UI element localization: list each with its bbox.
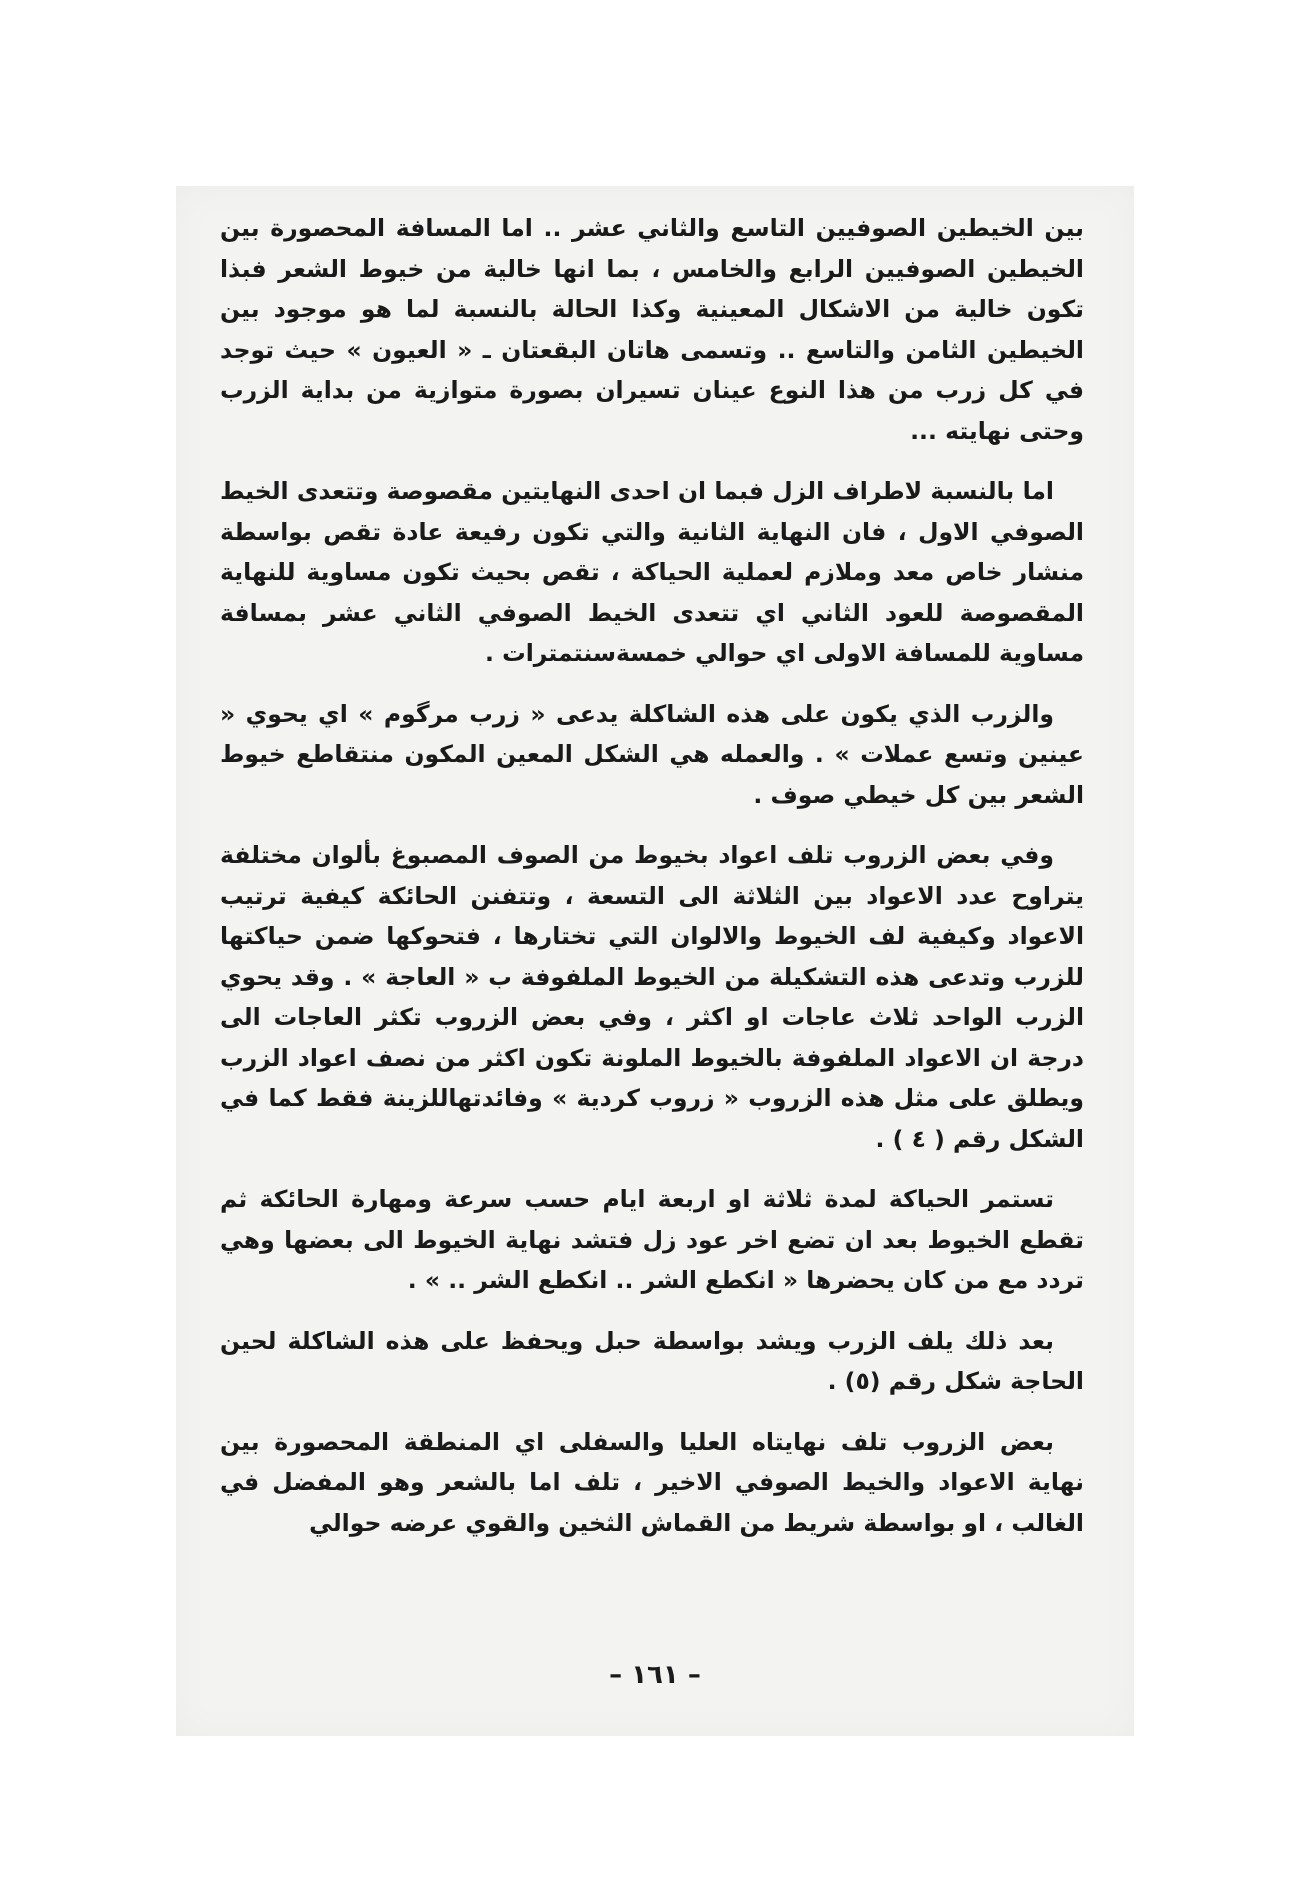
paragraph-6: بعد ذلك يلف الزرب ويشد بواسطة حبل ويحفظ على هذه الشاكلة لحين الحاجة شكل رقم (٥) . <box>220 1326 1084 1395</box>
page-number: – ١٦١ – <box>609 1660 701 1690</box>
paragraph-5: تستمر الحياكة لمدة ثلاثة او اربعة ايام حسب سرعة ومهارة الحائكة ثم تقطع الخيوط بعد ان تضع اخر عود زل فتشد نهاية الخيوط الى بعضها وهي تردد مع من كان يحضرها « انكطع الشر .. انكطع الشر .. » . <box>220 1185 1084 1294</box>
paragraph-3: والزرب الذي يكون على هذه الشاكلة يدعى « زرب مرگوم » اي يحوي « عينين وتسع عملات » . والعمله هي الشكل المعين المكون منتقاطع خيوط الشعر بين كل خيطي صوف . <box>220 699 1084 809</box>
document-page <box>176 186 1134 1736</box>
body-text <box>220 208 1084 1563</box>
paragraph-1: بين الخيطين الصوفيين التاسع والثاني عشر .. اما المسافة المحصورة بين الخيطين الصوفيين الرابع والخامس ، بما انها خالية من خيوط الشعر فبذا تكون خالية من الاشكال المعينية وكذا الحالة بالنسبة لما هو موجود بين الخيطين الثامن والتاسع .. وتسمى هاتان البقعتان ـ « العيون » حيث توجد في كل زرب من هذا النوع عينان تسيران بصورة متوازية من بداية الزرب وحتى نهايته ... <box>220 214 1084 445</box>
paragraph-2: اما بالنسبة لاطراف الزل فبما ان احدى النهايتين مقصوصة وتتعدى الخيط الصوفي الاول ، فان النهاية الثانية والتي تكون رفيعة عادة تقص بواسطة منشار خاص معد وملازم لعملية الحياكة ، تقص بحيث تكون مساوية للنهاية المقصوصة للعود الثاني اي تتعدى الخيط الصوفي الثاني عشر بمسافة مساوية للمسافة الاولى اي حوالي خمسةسنتمترات . <box>220 477 1084 667</box>
paragraph-7: بعض الزروب تلف نهايتاه العليا والسفلى اي المنطقة المحصورة بين نهاية الاعواد والخيط الصوفي الاخير ، تلف اما بالشعر وهو المفضل في الغالب ، او بواسطة شريط من القماش الثخين والقوي عرضه حوالي <box>220 1427 1084 1537</box>
paragraph-4: وفي بعض الزروب تلف اعواد بخيوط من الصوف المصبوغ بألوان مختلفة يتراوح عدد الاعواد بين الثلاثة الى التسعة ، وتتفنن الحائكة كيفية ترتيب الاعواد وكيفية لف الخيوط والالوان التي تختارها ، فتحوكها ضمن حياكتها للزرب وتدعى هذه التشكيلة من الخيوط الملفوفة ب « العاجة » . وقد يحوي الزرب الواحد ثلاث عاجات او اكثر ، وفي بعض الزروب تكثر العاجات الى درجة ان الاعواد الملفوفة بالخيوط الملونة تكون اكثر من نصف اعواد الزرب ويطلق على مثل هذه الزروب « زروب كردية » وفائدتهاللزينة فقط كما في الشكل رقم ( ٤ ) . <box>220 841 1084 1153</box>
